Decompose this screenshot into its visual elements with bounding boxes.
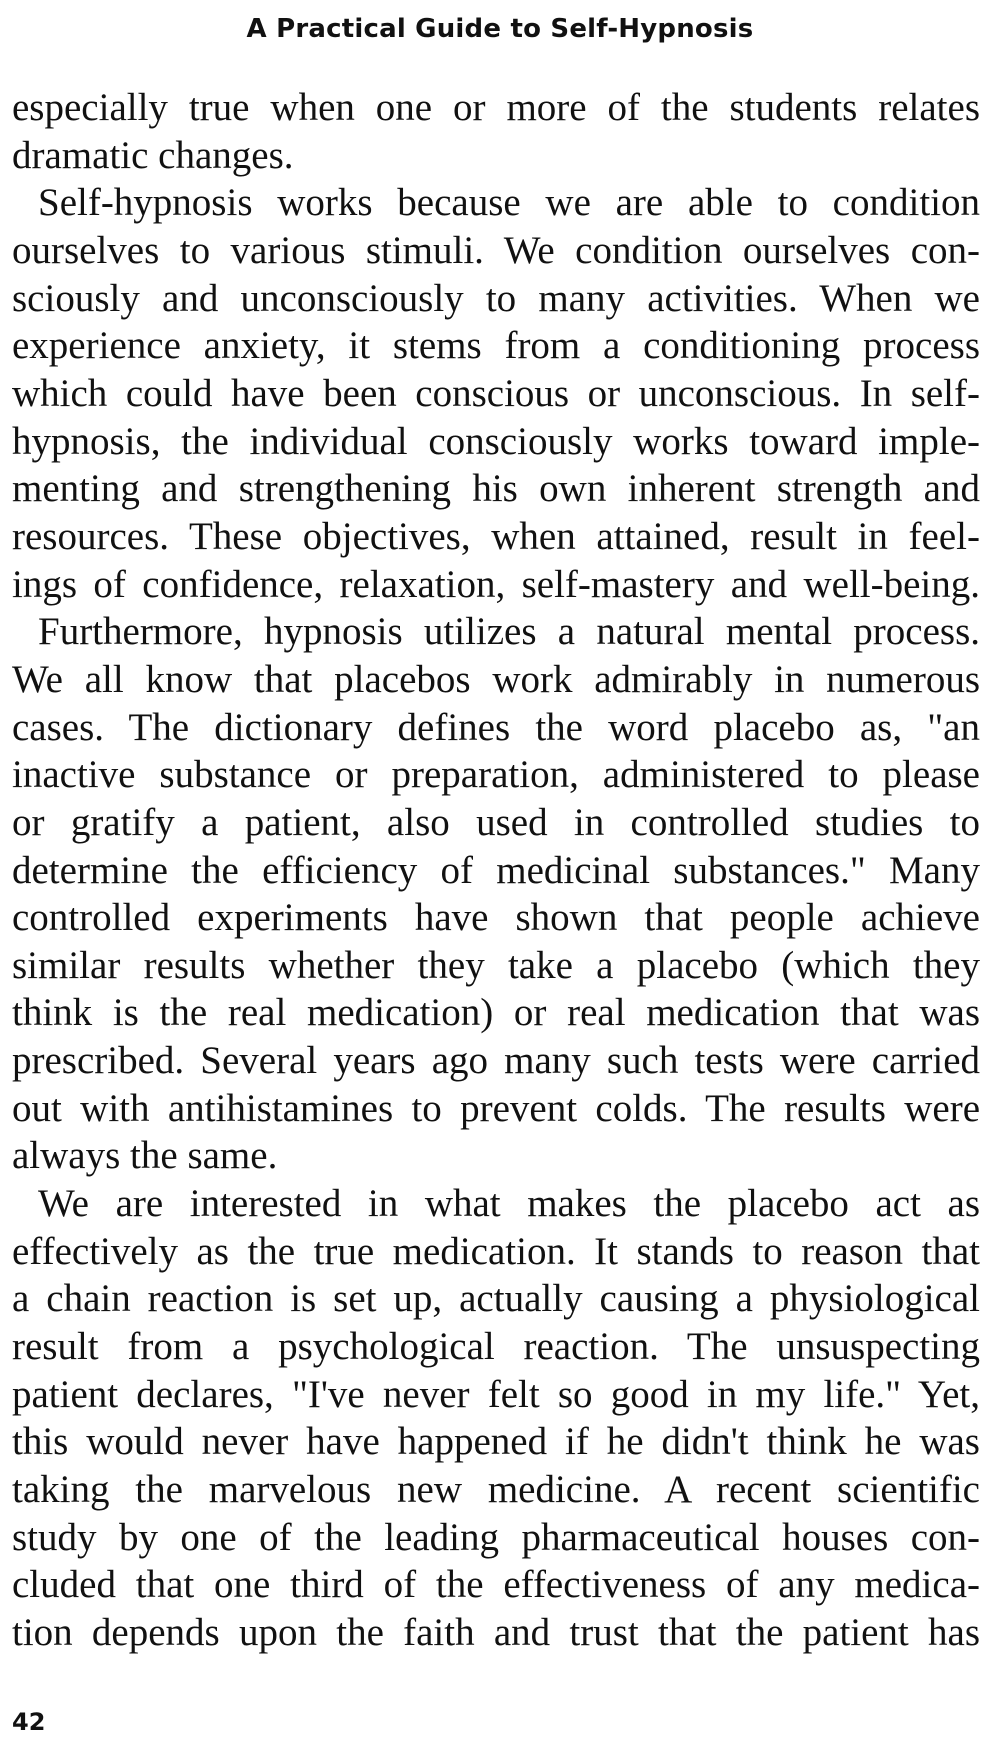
text-line: ourselves to various stimuli. We condition ourselves con- [12, 228, 980, 272]
text-line: a chain reaction is set up, actually causing a physiological [12, 1277, 980, 1321]
text-line: tion depends upon the faith and trust that the patient has [12, 1611, 980, 1654]
text-line: sciously and unconsciously to many activities. When we [12, 276, 980, 320]
text-line: study by one of the leading pharmaceutical houses con- [12, 1515, 980, 1559]
text-line: controlled experiments have shown that people achieve [12, 896, 980, 940]
text-line: effectively as the true medication. It stands to reason that [12, 1229, 980, 1273]
text-line: cases. The dictionary defines the word placebo as, "an [12, 705, 980, 749]
text-line: menting and strengthening his own inherent strength and [12, 467, 980, 511]
text-line: Self-hypnosis works because we are able to condition [38, 181, 980, 225]
text-line: inactive substance or preparation, administered to please [12, 753, 980, 797]
text-line: especially true when one or more of the students relates [12, 86, 980, 129]
text-line: result from a psychological reaction. The unsuspecting [12, 1325, 980, 1369]
body-text [12, 84, 980, 1657]
text-line: We are interested in what makes the placebo act as [38, 1182, 980, 1226]
text-line: Furthermore, hypnosis utilizes a natural mental process. [38, 610, 980, 654]
text-line: think is the real medication) or real medication that was [12, 991, 980, 1035]
text-line: ings of confidence, relaxation, self-mastery and well-being. [12, 562, 980, 606]
text-line: hypnosis, the individual consciously works toward imple- [12, 419, 980, 463]
running-header: A Practical Guide to Self-Hypnosis [246, 14, 754, 44]
text-line: We all know that placebos work admirably in numerous [12, 657, 980, 701]
text-line: similar results whether they take a placebo (which they [12, 943, 980, 987]
text-line: out with antihistamines to prevent colds. The results were [12, 1086, 980, 1130]
text-line: prescribed. Several years ago many such tests were carried [12, 1039, 980, 1083]
text-line: this would never have happened if he didn't think he was [12, 1420, 980, 1464]
page-number: 42 [12, 1708, 46, 1736]
text-line: patient declares, "I've never felt so good in my life." Yet, [12, 1372, 980, 1416]
text-line: taking the marvelous new medicine. A recent scientific [12, 1468, 980, 1512]
text-line: which could have been conscious or unconscious. In self- [12, 371, 980, 415]
text-line: always the same. [12, 1134, 278, 1178]
text-line: resources. These objectives, when attained, result in feel- [12, 514, 980, 558]
text-line: determine the efficiency of medicinal substances." Many [12, 848, 980, 892]
text-line: or gratify a patient, also used in controlled studies to [12, 800, 980, 844]
text-line: experience anxiety, it stems from a conditioning process [12, 324, 980, 368]
text-line: cluded that one third of the effectiveness of any medica- [12, 1563, 980, 1607]
text-line: dramatic changes. [12, 133, 294, 177]
